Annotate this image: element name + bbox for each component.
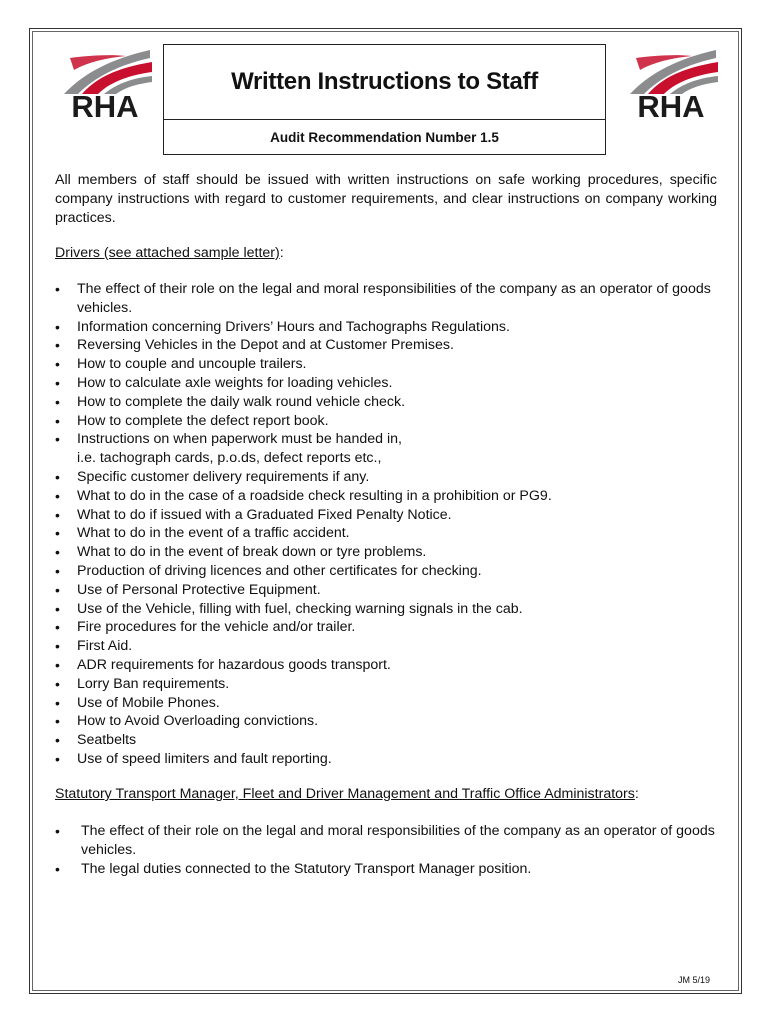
list-item-continuation: i.e. tachograph cards, p.o.ds, defect reports etc.,: [77, 450, 382, 467]
bullet-icon: •: [55, 468, 60, 485]
list-item-text: Seatbelts: [77, 732, 137, 749]
page-title: Written Instructions to Staff: [164, 45, 605, 120]
list-item: [55, 487, 719, 506]
logo-text: RHA: [71, 89, 139, 124]
list-item-text: How to calculate axle weights for loading vehicles.: [77, 374, 393, 391]
list-item-text: Specific customer delivery requirements if any.: [77, 468, 370, 485]
drivers-list: [55, 280, 719, 769]
list-item: [55, 600, 719, 619]
title-box: [163, 44, 606, 155]
list-item-text: Instructions on when paperwork must be handed in,: [77, 431, 402, 448]
bullet-icon: •: [55, 713, 60, 730]
bullet-icon: •: [55, 431, 60, 448]
bullet-icon: •: [55, 281, 60, 297]
bullet-icon: •: [55, 732, 60, 749]
bullet-icon: •: [55, 694, 60, 711]
logo-text: RHA: [637, 89, 705, 124]
bullet-icon: •: [55, 525, 60, 542]
list-item-text: Use of the Vehicle, filling with fuel, checking warning signals in the cab.: [77, 600, 523, 617]
page-subtitle: Audit Recommendation Number 1.5: [270, 130, 499, 145]
list-item: [55, 637, 719, 656]
bullet-icon: •: [55, 675, 60, 692]
list-item-text: The effect of their role on the legal and moral responsibilities of the company as an operator of goods vehicles.: [81, 823, 715, 858]
list-item-text: Fire procedures for the vehicle and/or trailer.: [77, 619, 356, 636]
list-item-text: What to do in the event of break down or tyre problems.: [77, 544, 427, 561]
managers-heading-text: Statutory Transport Manager, Fleet and Driver Management and Traffic Office Administrators: [55, 786, 635, 802]
list-item-text: How to Avoid Overloading convictions.: [77, 713, 319, 730]
bullet-icon: •: [55, 506, 60, 523]
list-item-text: Use of Mobile Phones.: [77, 694, 220, 711]
bullet-icon: •: [55, 337, 60, 354]
list-item: [55, 731, 719, 750]
list-item-text: What to do in the case of a roadside check resulting in a prohibition or PG9.: [77, 487, 552, 504]
list-item: [55, 506, 719, 525]
list-item-text: First Aid.: [77, 638, 133, 655]
bullet-icon: •: [55, 823, 60, 839]
bullet-icon: •: [55, 860, 60, 877]
list-item: [55, 618, 719, 637]
list-item: [55, 581, 719, 600]
list-item: [55, 393, 719, 412]
list-item-text: How to couple and uncouple trailers.: [77, 356, 307, 373]
bullet-icon: •: [55, 581, 60, 598]
list-item: [55, 694, 719, 713]
list-item: [55, 750, 719, 769]
list-item: [55, 430, 719, 468]
footer-reference: JM 5/19: [678, 975, 711, 985]
list-item-text: Lorry Ban requirements.: [77, 675, 230, 692]
managers-list: [55, 822, 719, 878]
bullet-icon: •: [55, 487, 60, 504]
bullet-icon: •: [55, 638, 60, 655]
list-item: [55, 355, 719, 374]
intro-paragraph: All members of staff should be issued with written instructions on safe working procedures, specific company instructions with regard to customer requirements, and clear instructions on company working practices.: [55, 172, 717, 226]
list-item: [55, 318, 719, 337]
bullet-icon: •: [55, 412, 60, 429]
list-item: [55, 336, 719, 355]
list-item-text: Use of speed limiters and fault reporting.: [77, 750, 332, 767]
bullet-icon: •: [55, 600, 60, 617]
list-item: [55, 712, 719, 731]
bullet-icon: •: [55, 656, 60, 673]
list-item-text: Information concerning Drivers’ Hours and Tachographs Regulations.: [77, 318, 510, 335]
drivers-heading: [55, 244, 284, 263]
drivers-heading-suffix: :: [279, 245, 284, 261]
bullet-icon: •: [55, 562, 60, 579]
list-item-text: What to do if issued with a Graduated Fixed Penalty Notice.: [77, 506, 452, 523]
bullet-icon: •: [55, 374, 60, 391]
bullet-icon: •: [55, 544, 60, 561]
drivers-heading-text: Drivers (see attached sample letter): [55, 245, 280, 261]
bullet-icon: •: [55, 318, 60, 335]
list-item: [55, 562, 719, 581]
list-item-text: Production of driving licences and other certificates for checking.: [77, 562, 482, 579]
list-item: [55, 412, 719, 431]
managers-heading: [55, 785, 639, 804]
list-item-text: The effect of their role on the legal and moral responsibilities of the company as an operator of goods vehicles.: [77, 281, 711, 316]
list-item: [55, 280, 719, 318]
list-item-text: ADR requirements for hazardous goods transport.: [77, 656, 391, 673]
list-item: [55, 468, 719, 487]
list-item-text: Reversing Vehicles in the Depot and at Customer Premises.: [77, 337, 454, 354]
list-item-text: What to do in the event of a traffic accident.: [77, 525, 350, 542]
managers-heading-suffix: :: [634, 786, 639, 802]
list-item: [55, 524, 719, 543]
list-item: [55, 374, 719, 393]
list-item-text: Use of Personal Protective Equipment.: [77, 581, 321, 598]
bullet-icon: •: [55, 393, 60, 410]
list-item: [55, 656, 719, 675]
list-item-text: The legal duties connected to the Statutory Transport Manager position.: [81, 860, 532, 877]
rha-logo-left: [56, 46, 154, 122]
list-item: [55, 822, 719, 860]
list-item-text: How to complete the daily walk round vehicle check.: [77, 393, 406, 410]
list-item-text: How to complete the defect report book.: [77, 412, 329, 429]
bullet-icon: •: [55, 356, 60, 373]
list-item: [55, 675, 719, 694]
list-item: [55, 860, 719, 879]
bullet-icon: •: [55, 619, 60, 636]
rha-logo-right: [622, 46, 720, 122]
list-item: [55, 543, 719, 562]
bullet-icon: •: [55, 750, 60, 767]
